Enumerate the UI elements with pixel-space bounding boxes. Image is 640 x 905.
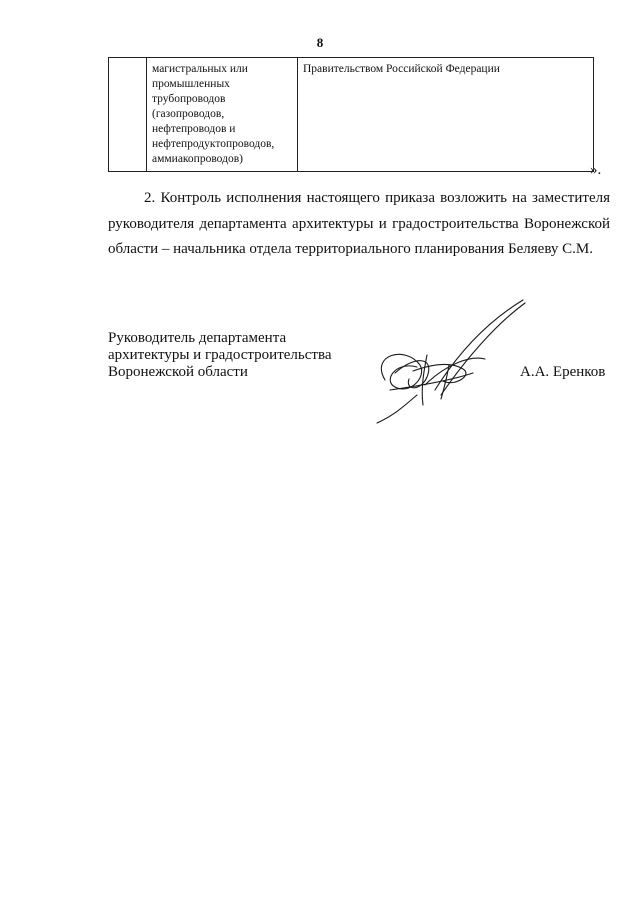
table-row [109,58,594,172]
signatory-position [108,330,331,381]
table-cell-authority: Правительством Российской Федерации [298,58,594,172]
closing-quote: ». [590,162,602,178]
paragraph-control-clause: 2. Контроль исполнения настоящего приказа возложить на заместителя руководителя департамента архитектуры и градостроительства Воронежской области – начальника отдела территориального планирования Беляеву С.М. [108,190,610,257]
signatory-position-line: Руководитель департамента [108,330,287,346]
signatory-position-line: Воронежской области [108,364,248,380]
page-number: 8 [316,35,324,50]
table-cell-number [109,58,147,172]
table-cell-object: магистральных или промышленных трубопроводов (газопроводов, нефтепроводов и нефтепродуктопроводов, аммиакопроводов) [147,58,298,172]
handwritten-signature [365,295,535,430]
signatory-position-line: архитектуры и градостроительства [108,347,332,363]
signatory-name: А.А. Еренков [520,364,606,380]
continuation-table [108,57,594,172]
